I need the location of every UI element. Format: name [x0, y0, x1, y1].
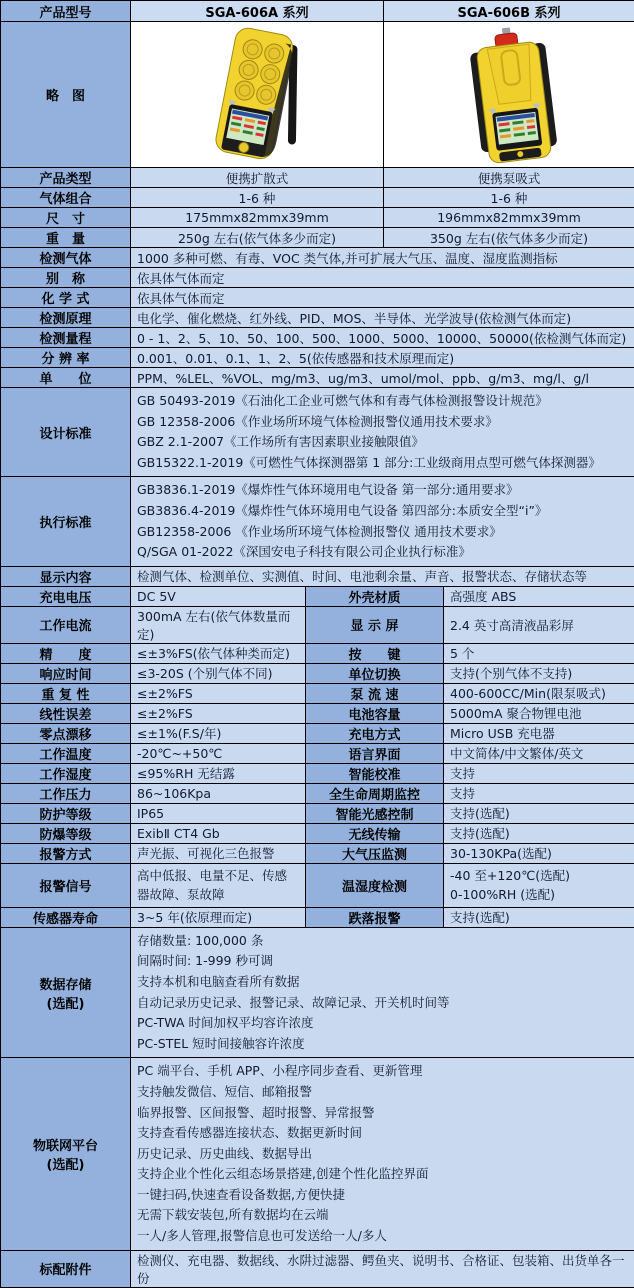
row-label: 产品类型: [1, 168, 131, 188]
row-label: 工作湿度: [1, 763, 131, 783]
row-label: 精 度: [1, 643, 131, 663]
feature-line: 历史记录、历史曲线、数据导出: [137, 1144, 628, 1165]
feature-line: 支持触发微信、短信、邮箱报警: [137, 1082, 628, 1103]
row-value: 高中低报、电量不足、传感器故障、泵故障: [131, 863, 306, 907]
feature-line: 间隔时间: 1-999 秒可调: [137, 951, 628, 972]
feature-line: PC-STEL 短时间接触容许浓度: [137, 1034, 628, 1055]
row-repeatability: [1, 683, 634, 703]
feature-line: 一键扫码,快速查看设备数据,方便快捷: [137, 1185, 628, 1206]
row-label: 无线传输: [306, 823, 444, 843]
standard-line: GB15322.1-2019《可燃性气体探测器第 1 部分:工业级商用点型可燃气体探测器》: [137, 453, 628, 474]
row-value: 0 - 1、2、5、10、50、100、500、1000、5000、10000、50000(依检测气体而定): [131, 328, 634, 348]
row-label: 执行标准: [1, 477, 131, 566]
value-series-a: 1-6 种: [131, 188, 384, 208]
row-label: 响应时间: [1, 663, 131, 683]
feature-line: 支持企业个性化云组态场景搭建,创建个性化监控界面: [137, 1164, 628, 1185]
device-a-image-cell: [131, 22, 384, 168]
row-product-type: [1, 168, 634, 188]
row-label: 别 称: [1, 268, 131, 288]
value-series-a: 250g 左右(依气体多少而定): [131, 228, 384, 248]
standard-line: GBZ 2.1-2007《工作场所有害因素职业接触限值》: [137, 432, 628, 453]
row-label: 工作电流: [1, 606, 131, 643]
value-series-a: 便携扩散式: [131, 168, 384, 188]
row-label: 检测气体: [1, 248, 131, 268]
row-value: ≤±2%FS: [131, 703, 306, 723]
standard-line: GB3836.4-2019《爆炸性气体环境用电气设备 第四部分:本质安全型“i”》: [137, 501, 628, 522]
row-label: 单 位: [1, 368, 131, 388]
row-protection-rating: [1, 803, 634, 823]
row-value: [131, 927, 634, 1058]
row-label: 充电电压: [1, 586, 131, 606]
row-value: 检测仪、充电器、数据线、水阱过滤器、鳄鱼夹、说明书、合格证、包装箱、出货单各一份: [131, 1250, 634, 1287]
row-label: 传感器寿命: [1, 907, 131, 927]
row-value: DC 5V: [131, 586, 306, 606]
row-value: Micro USB 充电器: [444, 723, 634, 743]
standard-line: Q/SGA 01-2022《深国安电子科技有限公司企业执行标准》: [137, 542, 628, 563]
row-label: 设计标准: [1, 388, 131, 477]
feature-line: 支持查看传感器连接状态、数据更新时间: [137, 1123, 628, 1144]
row-value: 依具体气体而定: [131, 268, 634, 288]
feature-line: 自动记录历史记录、报警记录、故障记录、开关机时间等: [137, 993, 628, 1014]
row-value: 2.4 英寸高清液晶彩屏: [444, 606, 634, 643]
row-value: 0.001、0.01、0.1、1、2、5(依传感器和技术原理而定): [131, 348, 634, 368]
row-label: 全生命周期监控: [306, 783, 444, 803]
row-value: 支持(选配): [444, 907, 634, 927]
feature-line: 临界报警、区间报警、超时报警、异常报警: [137, 1103, 628, 1124]
row-label: [1, 1058, 131, 1250]
row-label: 零点漂移: [1, 723, 131, 743]
row-dimensions: [1, 208, 634, 228]
sketch-row: [1, 22, 634, 168]
row-label: 气体组合: [1, 188, 131, 208]
row-value: ≤95%RH 无结露: [131, 763, 306, 783]
series-a-header: SGA-606A 系列: [131, 1, 384, 22]
row-value: 依具体气体而定: [131, 288, 634, 308]
sga-606a-device-photo: [137, 25, 377, 165]
feature-line: 一人/多人管理,报警信息也可发送给一人/多人: [137, 1226, 628, 1247]
row-value: 中文简体/中文繁体/英文: [444, 743, 634, 763]
row-value: 支持(选配): [444, 803, 634, 823]
row-value: -20℃~+50℃: [131, 743, 306, 763]
row-label: 分 辨 率: [1, 348, 131, 368]
row-label: 显示内容: [1, 566, 131, 586]
feature-line: 支持本机和电脑查看所有数据: [137, 972, 628, 993]
row-working-temperature: [1, 743, 634, 763]
row-value: 支持: [444, 763, 634, 783]
row-label: 重 量: [1, 228, 131, 248]
row-value: 支持(个别气体不支持): [444, 663, 634, 683]
row-label: 跌落报警: [306, 907, 444, 927]
row-detected-gases: [1, 248, 634, 268]
row-value: ≤±2%FS: [131, 683, 306, 703]
row-working-humidity: [1, 763, 634, 783]
row-value: 声光振、可视化三色报警: [131, 843, 306, 863]
row-value: [131, 1058, 634, 1250]
label-line: (选配): [3, 1154, 128, 1173]
row-detection-principle: [1, 308, 634, 328]
sketch-label: 略 图: [1, 22, 131, 168]
row-label: 大气压监测: [306, 843, 444, 863]
feature-line: PC 端平台、手机 APP、小程序同步查看、更新管理: [137, 1061, 628, 1082]
row-label: 重 复 性: [1, 683, 131, 703]
row-value: 30-130KPa(选配): [444, 843, 634, 863]
row-value: 1000 多种可燃、有毒、VOC 类气体,并可扩展大气压、温度、湿度监测指标: [131, 248, 634, 268]
row-value: [131, 477, 634, 566]
label-line: (选配): [3, 993, 128, 1012]
product-model-label: 产品型号: [1, 1, 131, 22]
row-label: 工作压力: [1, 783, 131, 803]
row-resolution: [1, 348, 634, 368]
standard-line: GB3836.1-2019《爆炸性气体环境用电气设备 第一部分:通用要求》: [137, 480, 628, 501]
value-line: -40 至+120℃(选配): [450, 866, 628, 885]
sga-606b-device-photo: [389, 25, 629, 165]
row-label: 语言界面: [306, 743, 444, 763]
row-iot-platform: [1, 1058, 634, 1250]
label-line: 物联网平台: [3, 1135, 128, 1154]
row-gas-combination: [1, 188, 634, 208]
row-label: 工作温度: [1, 743, 131, 763]
row-execution-standards: [1, 477, 634, 566]
row-linearity-error: [1, 703, 634, 723]
row-design-standards: [1, 388, 634, 477]
row-label: 报警信号: [1, 863, 131, 907]
row-value: [444, 863, 634, 907]
row-value: ≤±1%(F.S/年): [131, 723, 306, 743]
row-value: 高强度 ABS: [444, 586, 634, 606]
row-value: ≤3-20S (个别气体不同): [131, 663, 306, 683]
row-working-current: [1, 606, 634, 643]
row-value: IP65: [131, 803, 306, 823]
value-series-b: 196mmx82mmx39mm: [384, 208, 634, 228]
row-detection-range: [1, 328, 634, 348]
row-label: [1, 927, 131, 1058]
row-working-pressure: [1, 783, 634, 803]
row-value: ExibⅡ CT4 Gb: [131, 823, 306, 843]
feature-line: PC-TWA 时间加权平均容许浓度: [137, 1013, 628, 1034]
row-label: 报警方式: [1, 843, 131, 863]
row-value: 支持: [444, 783, 634, 803]
value-line: 0-100%RH (选配): [450, 885, 628, 904]
row-value: 400-600CC/Min(限泵吸式): [444, 683, 634, 703]
row-label: 泵 流 速: [306, 683, 444, 703]
row-label: 充电方式: [306, 723, 444, 743]
value-series-a: 175mmx82mmx39mm: [131, 208, 384, 228]
row-label: 温湿度检测: [306, 863, 444, 907]
row-charging-voltage: [1, 586, 634, 606]
row-label: 按 键: [306, 643, 444, 663]
row-label: 标配附件: [1, 1250, 131, 1287]
row-alarm-mode: [1, 843, 634, 863]
row-label: 外壳材质: [306, 586, 444, 606]
row-value: 3~5 年(依原理而定): [131, 907, 306, 927]
row-label: 检测量程: [1, 328, 131, 348]
row-alarm-signal: [1, 863, 634, 907]
row-label: 显 示 屏: [306, 606, 444, 643]
row-label: 防爆等级: [1, 823, 131, 843]
row-label: 线性误差: [1, 703, 131, 723]
feature-line: 存储数量: 100,000 条: [137, 931, 628, 952]
row-value: PPM、%LEL、%VOL、mg/m3、ug/m3、umol/mol、ppb、g/m3、mg/l、g/l: [131, 368, 634, 388]
row-chemical-formula: [1, 288, 634, 308]
row-label: 防护等级: [1, 803, 131, 823]
row-label: 单位切换: [306, 663, 444, 683]
device-b-image-cell: [384, 22, 634, 168]
row-value: 86~106Kpa: [131, 783, 306, 803]
standard-line: GB 50493-2019《石油化工企业可燃气体和有毒气体检测报警设计规范》: [137, 391, 628, 412]
row-display-content: [1, 566, 634, 586]
row-value: 300mA 左右(依气体数量而定): [131, 606, 306, 643]
row-zero-drift: [1, 723, 634, 743]
row-value: 检测气体、检测单位、实测值、时间、电池剩余量、声音、报警状态、存储状态等: [131, 566, 634, 586]
standard-line: GB 12358-2006《作业场所环境气体检测报警仪通用技术要求》: [137, 412, 628, 433]
row-label: 化 学 式: [1, 288, 131, 308]
value-series-b: 350g 左右(依气体多少而定): [384, 228, 634, 248]
value-series-b: 1-6 种: [384, 188, 634, 208]
row-label: 智能光感控制: [306, 803, 444, 823]
row-data-storage: [1, 927, 634, 1058]
row-value: 支持(选配): [444, 823, 634, 843]
label-line: 数据存储: [3, 974, 128, 993]
feature-line: 无需下载安装包,所有数据均在云端: [137, 1205, 628, 1226]
row-value: 5000mA 聚合物锂电池: [444, 703, 634, 723]
standard-line: GB12358-2006 《作业场所环境气体检测报警仪 通用技术要求》: [137, 522, 628, 543]
header-row: [1, 1, 634, 22]
row-explosion-proof-rating: [1, 823, 634, 843]
row-label: 智能校准: [306, 763, 444, 783]
row-weight: [1, 228, 634, 248]
series-b-header: SGA-606B 系列: [384, 1, 634, 22]
row-alias: [1, 268, 634, 288]
row-sensor-life: [1, 907, 634, 927]
row-value: ≤±3%FS(依气体种类而定): [131, 643, 306, 663]
row-response-time: [1, 663, 634, 683]
row-label: 检测原理: [1, 308, 131, 328]
row-value: 电化学、催化燃烧、红外线、PID、MOS、半导体、光学波导(依检测气体而定): [131, 308, 634, 328]
row-label: 尺 寸: [1, 208, 131, 228]
row-value: [131, 388, 634, 477]
row-standard-accessories: [1, 1250, 634, 1287]
row-value: 5 个: [444, 643, 634, 663]
row-accuracy: [1, 643, 634, 663]
row-units: [1, 368, 634, 388]
value-series-b: 便携泵吸式: [384, 168, 634, 188]
row-label: 电池容量: [306, 703, 444, 723]
